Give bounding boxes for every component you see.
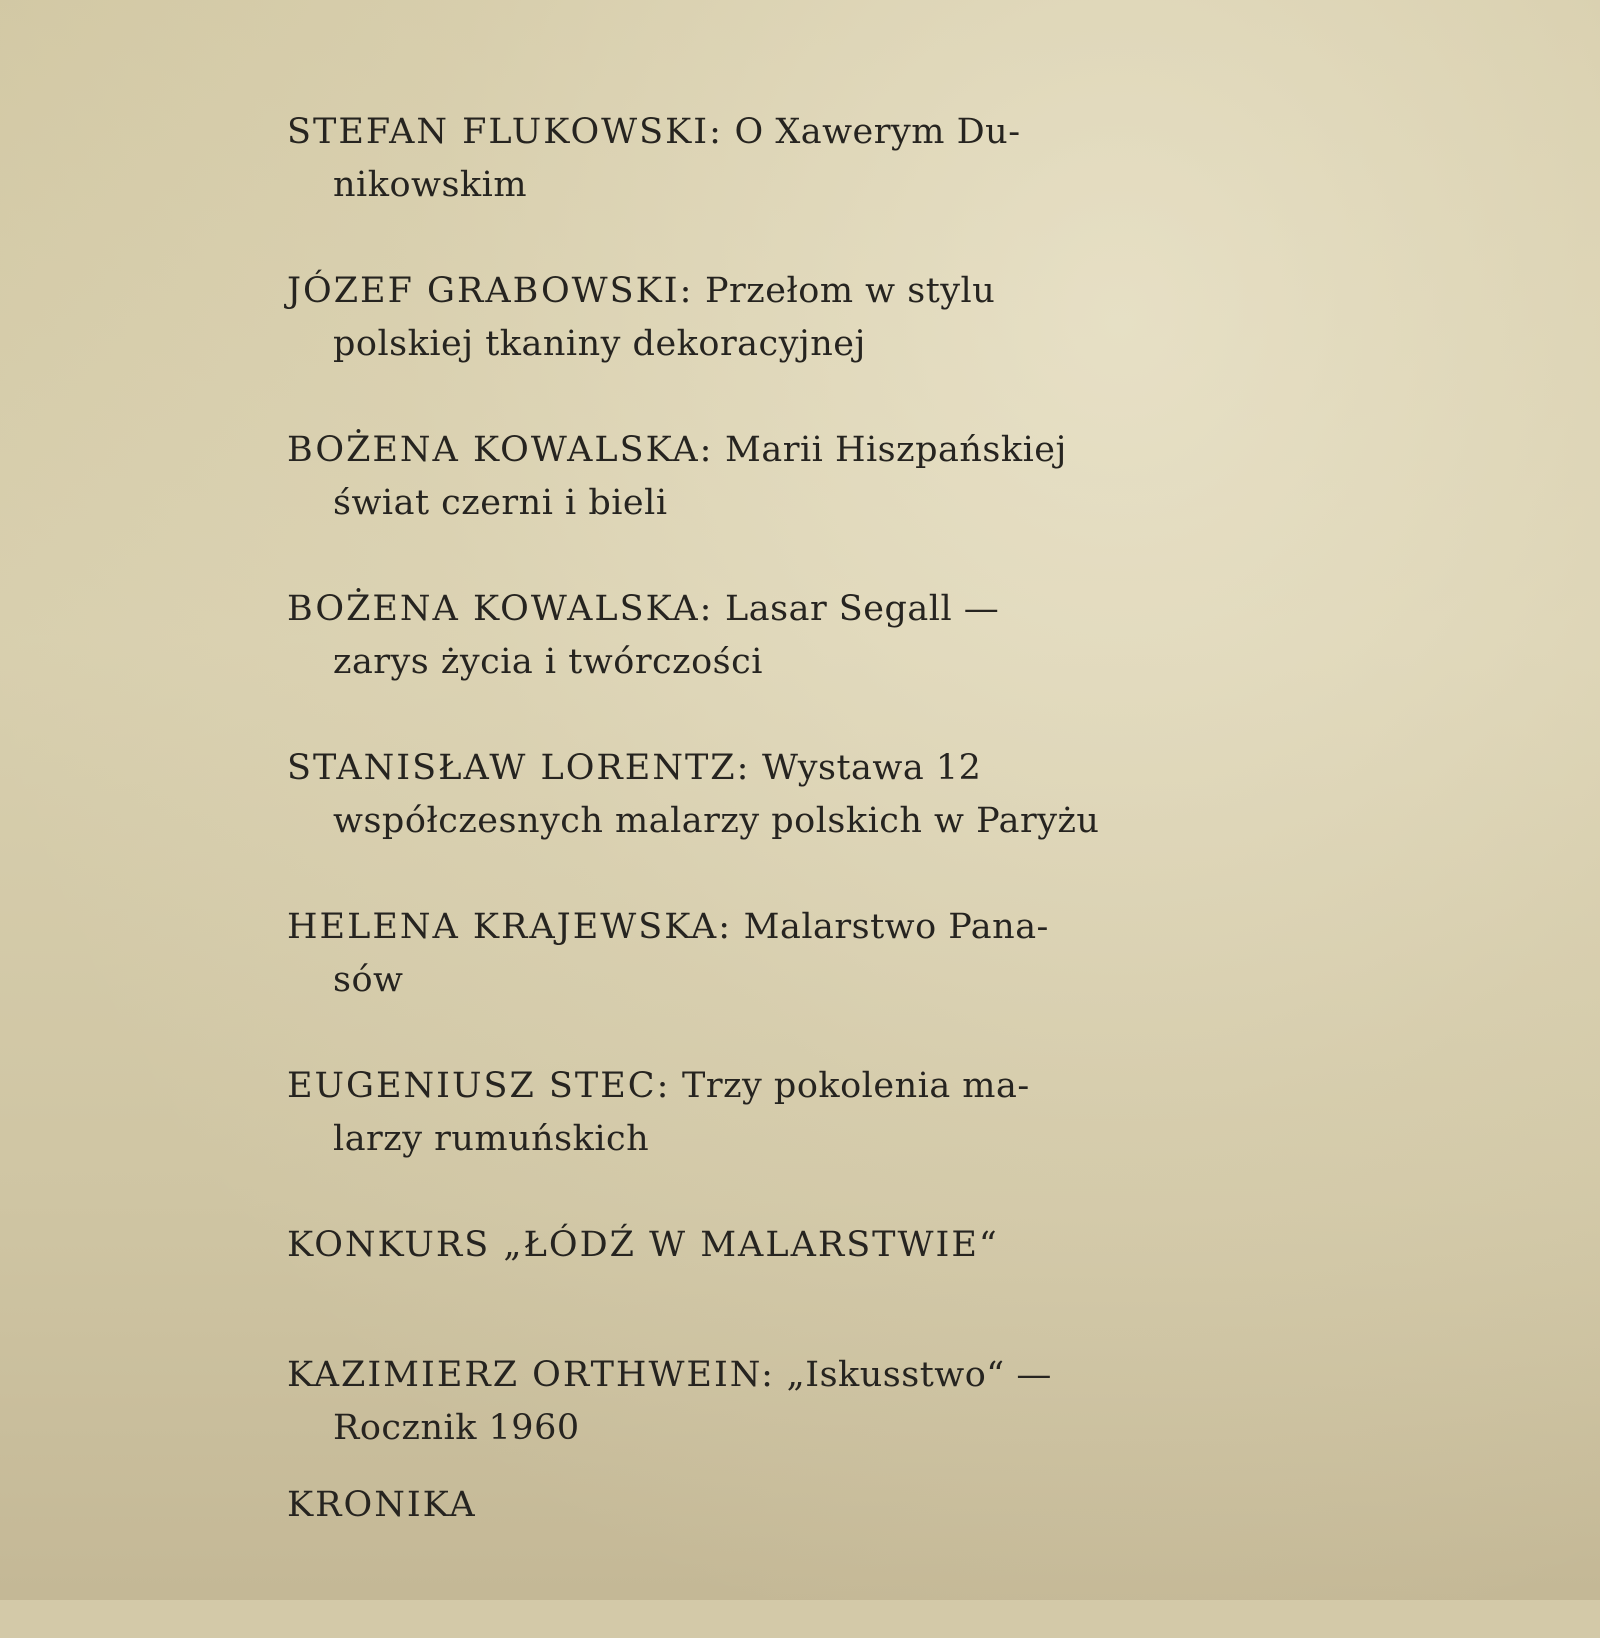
entry-title-continuation: polskiej tkaniny dekoracyjnej xyxy=(333,324,866,364)
entry-title: „Iskusstwo“ — xyxy=(774,1355,1052,1395)
toc-entry xyxy=(287,265,1167,424)
entry-title: Lasar Segall — xyxy=(713,589,1000,629)
toc-entry xyxy=(287,1060,1167,1219)
toc-entry xyxy=(287,742,1167,901)
entry-author: STANISŁAW LORENTZ: xyxy=(287,748,751,788)
entry-author: KRONIKA xyxy=(287,1485,477,1525)
entry-author: KAZIMIERZ ORTHWEIN: xyxy=(287,1355,775,1395)
entry-title-continuation: świat czerni i bieli xyxy=(333,483,668,523)
entry-author: EUGENIUSZ STEC: xyxy=(287,1066,671,1106)
entry-author: HELENA KRAJEWSKA: xyxy=(287,907,732,947)
toc-entry xyxy=(287,1349,1167,1479)
entry-first-line xyxy=(287,106,1167,159)
entry-first-line xyxy=(287,742,1167,795)
entry-title: Przełom w stylu xyxy=(693,271,996,311)
entry-first-line xyxy=(287,424,1167,477)
entry-first-line xyxy=(287,1219,1167,1272)
entry-title: O Xawerym Du- xyxy=(722,112,1021,152)
entry-title: Trzy pokolenia ma- xyxy=(670,1066,1030,1106)
entry-title: Malarstwo Pana- xyxy=(732,907,1049,947)
entry-first-line xyxy=(287,1349,1167,1402)
entry-author: BOŻENA KOWALSKA: xyxy=(287,430,714,470)
entry-first-line xyxy=(287,265,1167,318)
entry-first-line xyxy=(287,583,1167,636)
entry-author: KONKURS „ŁÓDŹ W MALARSTWIE“ xyxy=(287,1225,999,1265)
entry-author: STEFAN FLUKOWSKI: xyxy=(287,112,723,152)
entry-title-continuation: sów xyxy=(333,960,404,1000)
entry-title-continuation: Rocznik 1960 xyxy=(333,1408,580,1448)
entry-author: BOŻENA KOWALSKA: xyxy=(287,589,714,629)
entry-first-line xyxy=(287,901,1167,954)
toc-entry xyxy=(287,1219,1167,1349)
entry-first-line xyxy=(287,1479,1167,1532)
toc-entry xyxy=(287,901,1167,1060)
entry-title-continuation: larzy rumuńskich xyxy=(333,1119,650,1159)
entry-title-continuation: współczesnych malarzy polskich w Paryżu xyxy=(333,801,1100,841)
entry-title-continuation: zarys życia i twórczości xyxy=(333,642,763,682)
table-of-contents xyxy=(287,106,1167,1638)
toc-entry xyxy=(287,1479,1167,1638)
entry-author: JÓZEF GRABOWSKI: xyxy=(287,271,694,311)
toc-entry xyxy=(287,424,1167,583)
entry-first-line xyxy=(287,1060,1167,1113)
toc-entry xyxy=(287,106,1167,265)
entry-title: Marii Hiszpańskiej xyxy=(713,430,1067,470)
entry-title: Wystawa 12 xyxy=(750,748,982,788)
toc-entry xyxy=(287,583,1167,742)
entry-title-continuation: nikowskim xyxy=(333,165,528,205)
